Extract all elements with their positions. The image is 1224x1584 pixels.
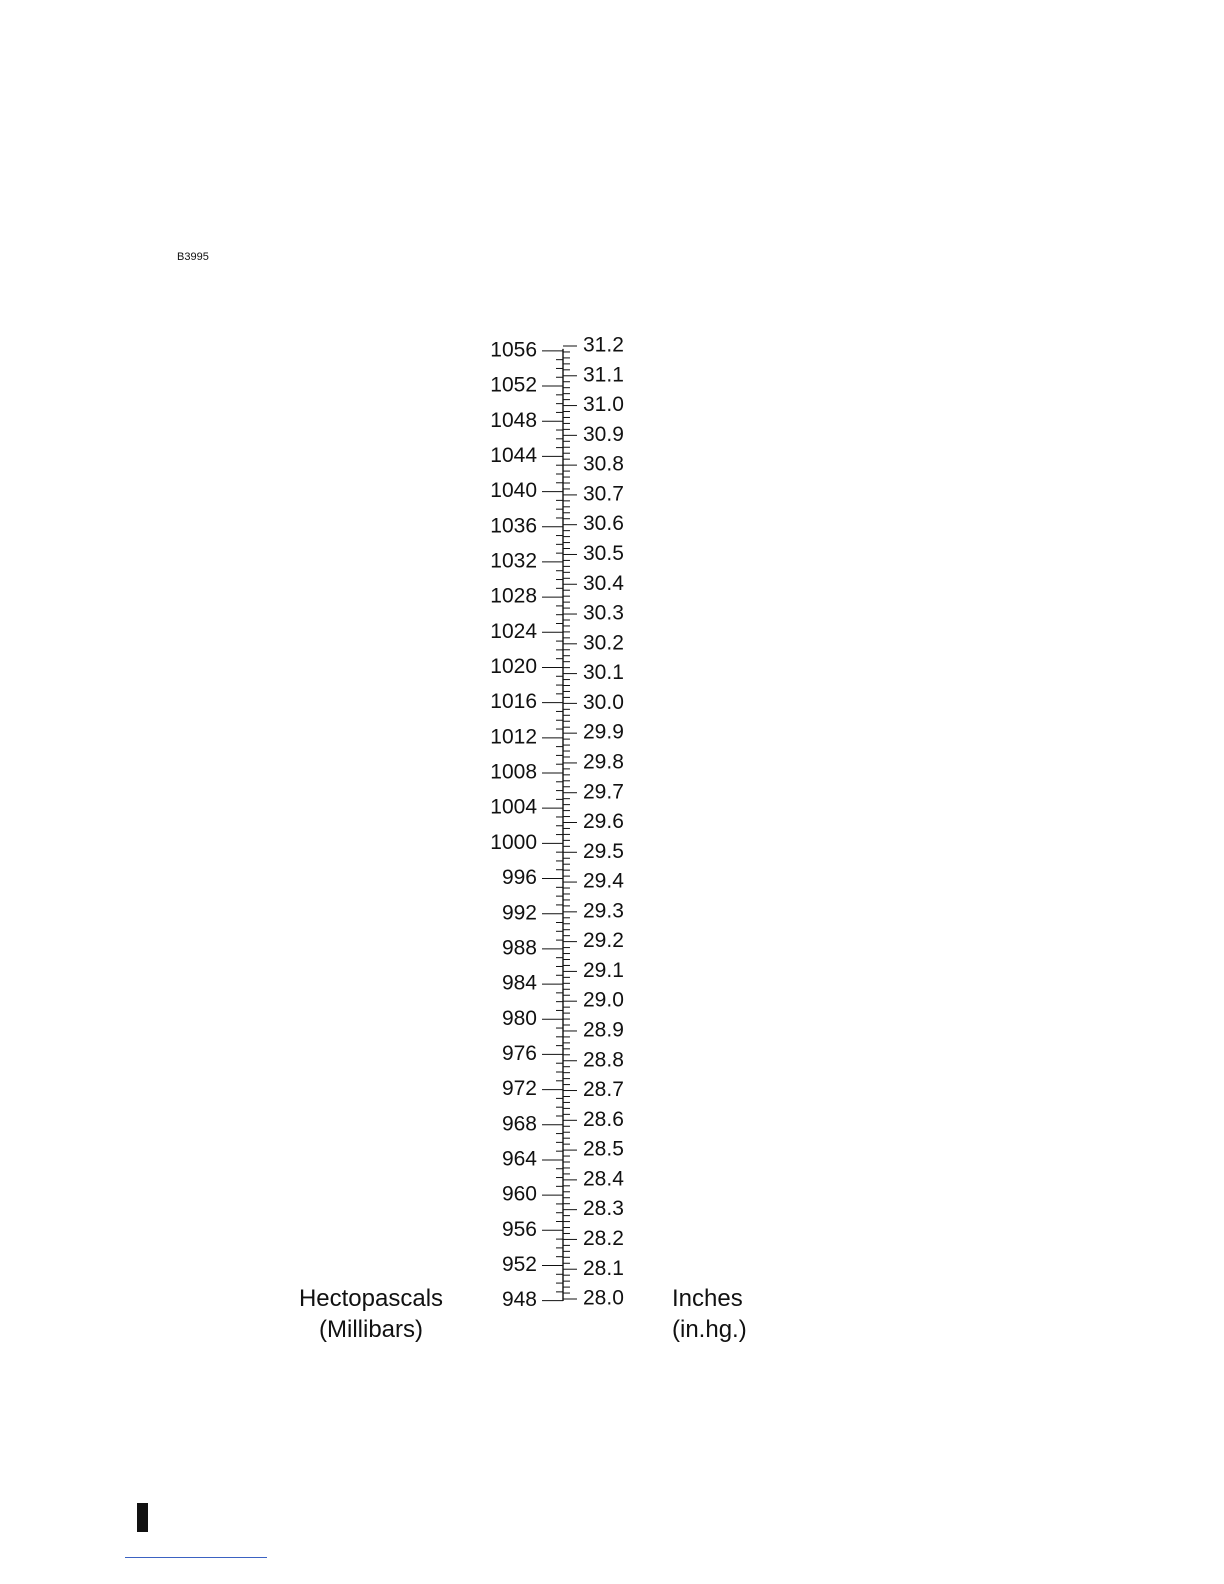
hpa-tick-label: 952 — [501, 1253, 537, 1277]
inhg-tick-label: 28.3 — [583, 1197, 624, 1221]
hpa-tick-label: 968 — [501, 1112, 537, 1136]
inhg-tick-label: 29.3 — [583, 899, 624, 923]
document-code: B3995 — [177, 251, 209, 263]
inhg-tick-label: 29.1 — [583, 958, 624, 982]
hpa-tick-label: 1024 — [490, 619, 537, 643]
inhg-tick-label: 30.3 — [583, 601, 624, 625]
hpa-tick-label: 984 — [501, 971, 537, 995]
hpa-tick-label: 1000 — [490, 830, 537, 854]
hpa-tick-label: 1020 — [490, 655, 537, 679]
inhg-tick-label: 28.8 — [583, 1048, 624, 1072]
hpa-tick-label: 964 — [501, 1147, 537, 1171]
hpa-tick-label: 1040 — [490, 479, 537, 503]
hpa-tick-label: 956 — [501, 1217, 537, 1241]
inhg-tick-label: 28.9 — [583, 1018, 624, 1042]
inhg-tick-label: 28.7 — [583, 1078, 624, 1102]
inhg-tick-label: 30.9 — [583, 422, 624, 446]
hpa-tick-label: 1016 — [490, 690, 537, 714]
inhg-tick-label: 28.2 — [583, 1226, 624, 1250]
hpa-tick-label: 1028 — [490, 584, 537, 608]
inhg-tick-label: 29.5 — [583, 839, 624, 863]
bottom-rule-line — [125, 1557, 267, 1558]
hpa-tick-label: 1004 — [490, 795, 537, 819]
hpa-tick-label: 992 — [501, 901, 537, 925]
hpa-tick-label: 1012 — [490, 725, 537, 749]
hpa-tick-label: 960 — [501, 1182, 537, 1206]
hpa-tick-label: 1044 — [490, 443, 537, 467]
inhg-tick-label: 29.4 — [583, 869, 624, 893]
hpa-tick-label: 972 — [501, 1077, 537, 1101]
inhg-tick-label: 30.6 — [583, 512, 624, 536]
inhg-tick-label: 30.1 — [583, 661, 624, 685]
hpa-tick-label: 1052 — [490, 373, 537, 397]
hpa-tick-label: 996 — [501, 866, 537, 890]
hpa-tick-label: 980 — [501, 1006, 537, 1030]
hpa-tick-label: 1056 — [490, 338, 537, 362]
hpa-tick-label: 1036 — [490, 514, 537, 538]
inhg-tick-label: 29.0 — [583, 988, 624, 1012]
hpa-tick-label: 1032 — [490, 549, 537, 573]
hectopascals-axis-label — [288, 1283, 454, 1345]
inhg-tick-label: 29.6 — [583, 810, 624, 834]
inhg-tick-label: 30.4 — [583, 571, 624, 595]
inhg-tick-label: 29.7 — [583, 780, 624, 804]
hpa-tick-label: 988 — [501, 936, 537, 960]
hpa-tick-label: 948 — [501, 1288, 537, 1312]
inhg-tick-label: 30.7 — [583, 482, 624, 506]
page-marker — [137, 1503, 148, 1532]
inhg-tick-label: 29.9 — [583, 720, 624, 744]
inhg-tick-label: 31.1 — [583, 363, 624, 387]
inhg-tick-label: 30.0 — [583, 690, 624, 714]
millibars-label: (Millibars) — [319, 1316, 423, 1343]
inches-axis-label — [672, 1283, 752, 1345]
hpa-tick-label: 1008 — [490, 760, 537, 784]
inches-label: Inches — [672, 1285, 743, 1312]
inhg-tick-label: 28.1 — [583, 1256, 624, 1280]
inhg-tick-label: 31.2 — [583, 333, 624, 357]
inhg-tick-label: 28.5 — [583, 1137, 624, 1161]
inhg-tick-label: 30.8 — [583, 452, 624, 476]
hpa-tick-label: 1048 — [490, 408, 537, 432]
inhg-tick-label: 28.0 — [583, 1286, 624, 1310]
inhg-label: (in.hg.) — [672, 1316, 747, 1343]
inhg-tick-label: 29.2 — [583, 929, 624, 953]
hpa-tick-label: 976 — [501, 1041, 537, 1065]
inhg-tick-label: 28.6 — [583, 1107, 624, 1131]
inhg-tick-label: 31.0 — [583, 393, 624, 417]
inhg-tick-label: 30.2 — [583, 631, 624, 655]
inhg-tick-label: 30.5 — [583, 542, 624, 566]
hectopascals-label: Hectopascals — [298, 1285, 444, 1312]
inhg-tick-label: 28.4 — [583, 1167, 624, 1191]
inhg-tick-label: 29.8 — [583, 750, 624, 774]
